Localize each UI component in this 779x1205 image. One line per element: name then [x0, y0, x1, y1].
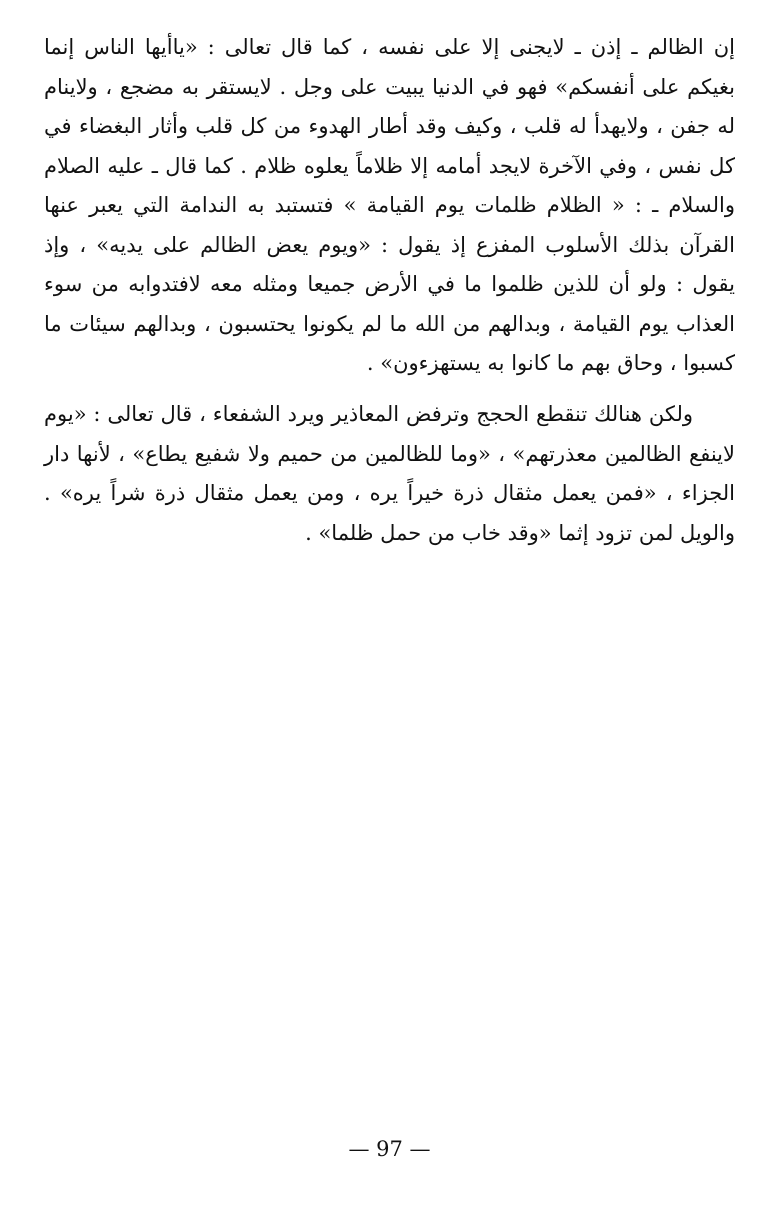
- page-number: — 97 —: [348, 1137, 431, 1161]
- paragraph-1: إن الظالم ـ إذن ـ لايجنى إلا على نفسه ، كما قال تعالى : «ياأيها الناس إنما بغيكم على أنفسكم» فهو في الدنيا يبيت على وجل . لايستقر به مضجع ، ولاينام له جفن ، ولايهدأ له قلب ، وكيف وقد أطار الهدوء من كل قلب وأثار البغضاء في كل نفس ، وفي الآخرة لايجد أمامه إلا ظلاماً يعلوه ظلام . كما قال ـ عليه الصلام والسلام ـ : « الظلام ظلمات يوم القيامة » فتستبد به الندامة التي يعبر عنها القرآن بذلك الأسلوب المفزع إذ يقول : «ويوم يعض الظالم على يديه» ، وإذ يقول : ولو أن للذين ظلموا ما في الأرض جميعا ومثله معه لافتدوابه من سوء العذاب يوم القيامة ، وبدالهم من الله ما لم يكونوا يحتسبون ، وبدالهم سيئات ما كسبوا ، وحاق بهم ما كانوا به يستهزءون» .: [44, 35, 735, 375]
- paragraph-2: ولكن هنالك تنقطع الحجج وترفض المعاذير ويرد الشفعاء ، قال تعالى : «يوم لاينفع الظالمين معذرتهم» ، «وما للظالمين من حميم ولا شفيع يطاع» ، لأنها دار الجزاء ، «فمن يعمل مثقال ذرة خيراً يره ، ومن يعمل مثقال ذرة شراً يره» . والويل لمن تزود إثما «وقد خاب من حمل ظلما» .: [44, 402, 735, 545]
